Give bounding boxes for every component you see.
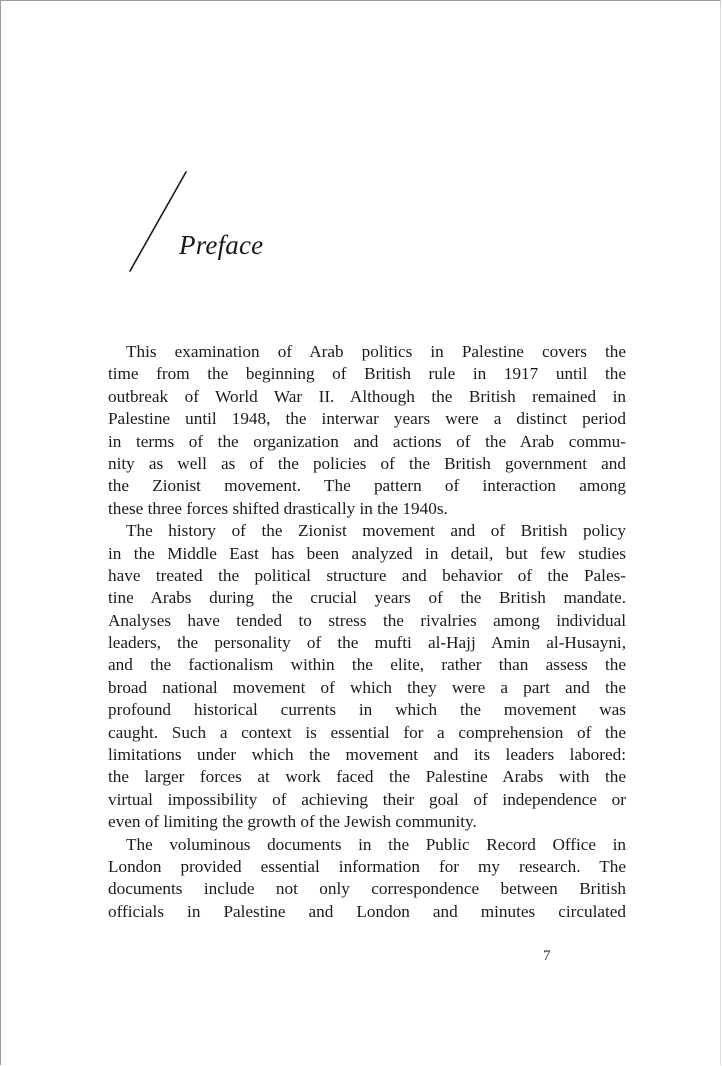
text-line: Analyses have tended to stress the rivalries among individual	[108, 610, 626, 630]
text-line: have treated the political structure and behavior of the Pales-	[108, 565, 626, 585]
text-line: and the factionalism within the elite, rather than assess the	[108, 655, 626, 675]
body-text	[108, 341, 626, 923]
text-line: tine Arabs during the crucial years of the British mandate.	[108, 588, 626, 608]
text-line: outbreak of World War II. Although the British remained in	[108, 386, 626, 406]
text-line: in the Middle East has been analyzed in detail, but few studies	[108, 543, 626, 563]
text-line: leaders, the personality of the mufti al-Hajj Amin al-Husayni,	[108, 633, 626, 653]
text-line: caught. Such a context is essential for a comprehension of the	[108, 722, 626, 742]
text-line: The history of the Zionist movement and of British policy	[126, 521, 626, 541]
text-line: virtual impossibility of achieving their goal of independence or	[108, 789, 626, 809]
text-line: the larger forces at work faced the Palestine Arabs with the	[108, 767, 626, 787]
text-line: documents include not only correspondence between British	[108, 879, 626, 899]
text-line: in terms of the organization and actions of the Arab commu-	[108, 431, 626, 451]
text-line: broad national movement of which they were a part and the	[108, 677, 626, 697]
chapter-slash-ornament	[120, 168, 200, 278]
text-line: these three forces shifted drastically in the 1940s.	[108, 498, 448, 518]
text-line: limitations under which the movement and its leaders labored:	[108, 745, 626, 765]
text-line: officials in Palestine and London and minutes circulated	[108, 901, 626, 921]
text-line: London provided essential information for my research. The	[108, 856, 626, 876]
text-line: Palestine until 1948, the interwar years were a distinct period	[108, 409, 626, 429]
chapter-title: Preface	[179, 230, 264, 260]
text-line: This examination of Arab politics in Palestine covers the	[126, 342, 626, 361]
text-line: profound historical currents in which the movement was	[108, 700, 626, 720]
text-line: time from the beginning of British rule in 1917 until the	[108, 364, 626, 384]
text-line: the Zionist movement. The pattern of interaction among	[108, 476, 626, 496]
text-line: even of limiting the growth of the Jewish community.	[108, 812, 477, 832]
page-number: 7	[543, 948, 551, 964]
text-line: nity as well as of the policies of the British government and	[108, 453, 626, 473]
text-line: The voluminous documents in the Public Record Office in	[126, 834, 626, 854]
